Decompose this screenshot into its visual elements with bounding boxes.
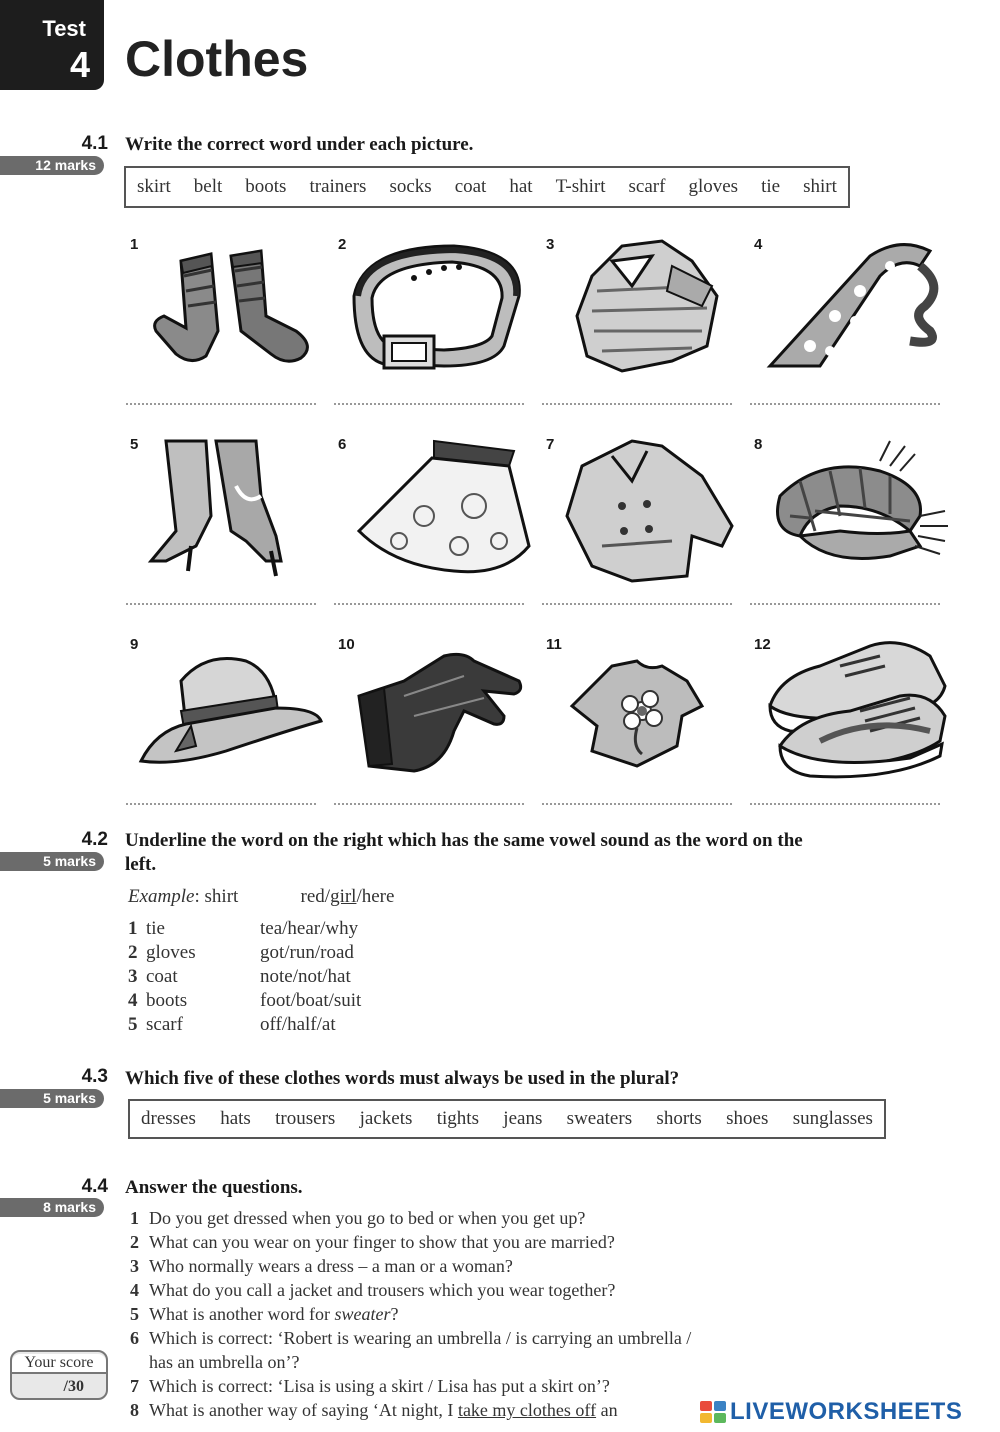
marks-badge-4-1: 12 marks: [0, 156, 104, 175]
picture-number: 4: [754, 236, 763, 253]
test-label: Test: [42, 16, 86, 41]
word-option: trainers: [309, 176, 367, 197]
liveworksheets-logo-icon: [700, 1401, 726, 1423]
scarf-icon: [760, 436, 950, 586]
word-option[interactable]: sunglasses: [792, 1108, 873, 1129]
answer-line[interactable]: [126, 801, 316, 805]
skirt-icon: [344, 436, 534, 586]
score-label: Your score: [12, 1354, 106, 1374]
question-3: 3 Who normally wears a dress – a man or a woman?: [130, 1256, 513, 1276]
instruction-4-2-line1: Underline the word on the right which has the same vowel sound as the word on the: [125, 830, 803, 851]
question-7: 7 Which is correct: ‘Lisa is using a skirt / Lisa has put a skirt on’?: [130, 1376, 610, 1396]
belt-icon: [344, 236, 534, 386]
question-4: 4 What do you call a jacket and trousers which you wear together?: [130, 1280, 616, 1300]
picture-cell-12: [750, 636, 942, 836]
page-title: Clothes: [125, 31, 309, 87]
word-option[interactable]: trousers: [275, 1108, 336, 1129]
instruction-4-2-line2: left.: [125, 854, 157, 875]
word-option[interactable]: jeans: [503, 1108, 543, 1129]
question-6-line2: has an umbrella on’?: [149, 1352, 300, 1372]
picture-cell-9: [126, 636, 318, 836]
word-option: coat: [454, 176, 487, 197]
example-label: Example: [128, 886, 195, 907]
answer-line[interactable]: [334, 401, 524, 405]
answer-line[interactable]: [126, 601, 316, 605]
section-number-4-3: 4.3: [81, 1066, 108, 1087]
coat-icon: [552, 436, 742, 586]
answer-line[interactable]: [750, 801, 940, 805]
question-5: 5 What is another word for sweater?: [130, 1304, 399, 1324]
word-option: socks: [389, 176, 432, 197]
answer-line[interactable]: [334, 601, 524, 605]
example-word: shirt: [204, 886, 239, 907]
word-option: hat: [509, 176, 533, 197]
picture-cell-3: [542, 236, 734, 436]
answer-line[interactable]: [542, 801, 732, 805]
word-option: T-shirt: [555, 176, 606, 197]
gloves-icon: [344, 636, 534, 786]
word-option[interactable]: tights: [436, 1108, 479, 1129]
picture-cell-5: [126, 436, 318, 636]
word-box-4-1: [124, 166, 850, 208]
boots-icon: [136, 436, 326, 586]
section-number-4-1: 4.1: [81, 133, 108, 154]
vowel-item: 3 coat note/not/hat: [128, 966, 351, 987]
example-line: Example: shirt red/girl/here: [128, 886, 395, 907]
test-number: 4: [69, 44, 90, 85]
answer-line[interactable]: [750, 401, 940, 405]
liveworksheets-logo-text: LIVEWORKSHEETS: [730, 1398, 963, 1425]
example-option: /here: [356, 886, 395, 907]
answer-line[interactable]: [750, 601, 940, 605]
word-option: shirt: [803, 176, 837, 197]
vowel-item: 2 gloves got/run/road: [128, 942, 354, 963]
vowel-options[interactable]: foot/boat/suit: [260, 990, 362, 1011]
picture-number: 2: [338, 236, 347, 253]
example-option: red/: [300, 886, 331, 907]
word-option[interactable]: dresses: [141, 1108, 196, 1129]
picture-number: 9: [130, 636, 139, 653]
picture-cell-4: [750, 236, 942, 436]
picture-cell-11: [542, 636, 734, 836]
word-option: belt: [193, 176, 223, 197]
section-number-4-2: 4.2: [81, 829, 108, 850]
picture-cell-2: [334, 236, 526, 436]
picture-cell-6: [334, 436, 526, 636]
trainers-icon: [760, 636, 950, 786]
word-option[interactable]: shorts: [656, 1108, 702, 1129]
vowel-options[interactable]: got/run/road: [260, 942, 354, 963]
word-option: skirt: [137, 176, 171, 197]
vowel-options[interactable]: off/half/at: [260, 1014, 336, 1035]
picture-number: 10: [338, 636, 355, 653]
word-box-4-3: [128, 1099, 886, 1139]
liveworksheets-logo: [700, 1398, 962, 1426]
score-total: /30: [63, 1378, 84, 1395]
instruction-4-3: Which five of these clothes words must always be used in the plural?: [125, 1068, 680, 1089]
marks-badge-4-3: 5 marks: [0, 1089, 104, 1108]
picture-number: 7: [546, 436, 555, 453]
score-box: [10, 1350, 108, 1400]
picture-number: 12: [754, 636, 771, 653]
picture-number: 3: [546, 236, 555, 253]
question-6: 6 Which is correct: ‘Robert is wearing an umbrella / is carrying an umbrella /: [130, 1328, 692, 1348]
word-option: gloves: [688, 176, 739, 197]
word-option[interactable]: hats: [220, 1108, 251, 1129]
picture-cell-7: [542, 436, 734, 636]
example-answer: girl: [330, 886, 357, 907]
picture-number: 11: [546, 636, 562, 653]
marks-badge-4-2: 5 marks: [0, 852, 104, 871]
marks-badge-4-4: 8 marks: [0, 1198, 104, 1217]
vowel-item: 1 tie tea/hear/why: [128, 918, 359, 939]
tie-icon: [760, 236, 950, 386]
section-number-4-4: 4.4: [81, 1176, 108, 1197]
picture-number: 8: [754, 436, 763, 453]
question-1: 1 Do you get dressed when you go to bed or when you get up?: [130, 1208, 586, 1228]
picture-cell-10: [334, 636, 526, 836]
answer-line[interactable]: [126, 401, 316, 405]
picture-cell-1: [126, 236, 318, 436]
answer-line[interactable]: [542, 401, 732, 405]
hat-icon: [136, 636, 326, 786]
word-option[interactable]: jackets: [359, 1108, 413, 1129]
socks-icon: [136, 236, 326, 386]
word-option: boots: [245, 176, 287, 197]
instruction-4-4: Answer the questions.: [125, 1177, 303, 1198]
vowel-item: 4 boots foot/boat/suit: [128, 990, 362, 1011]
vowel-options[interactable]: tea/hear/why: [260, 918, 359, 939]
shirt-icon: [552, 236, 742, 386]
vowel-options[interactable]: note/not/hat: [260, 966, 351, 987]
picture-number: 5: [130, 436, 139, 453]
word-option: tie: [761, 176, 781, 197]
answer-line[interactable]: [542, 601, 732, 605]
vowel-item: 5 scarf off/half/at: [128, 1014, 336, 1035]
picture-number: 6: [338, 436, 347, 453]
picture-cell-8: [750, 436, 942, 636]
word-option: scarf: [628, 176, 666, 197]
question-8: 8 What is another way of saying ‘At night, I take my clothes off an: [130, 1400, 618, 1420]
answer-line[interactable]: [334, 801, 524, 805]
question-2: 2 What can you wear on your finger to show that you are married?: [130, 1232, 615, 1252]
word-option[interactable]: sweaters: [566, 1108, 633, 1129]
picture-number: 1: [130, 236, 139, 253]
t-shirt-icon: [552, 636, 742, 786]
word-option[interactable]: shoes: [726, 1108, 769, 1129]
test-tab: [0, 0, 104, 90]
instruction-4-1: Write the correct word under each picture.: [125, 134, 474, 155]
